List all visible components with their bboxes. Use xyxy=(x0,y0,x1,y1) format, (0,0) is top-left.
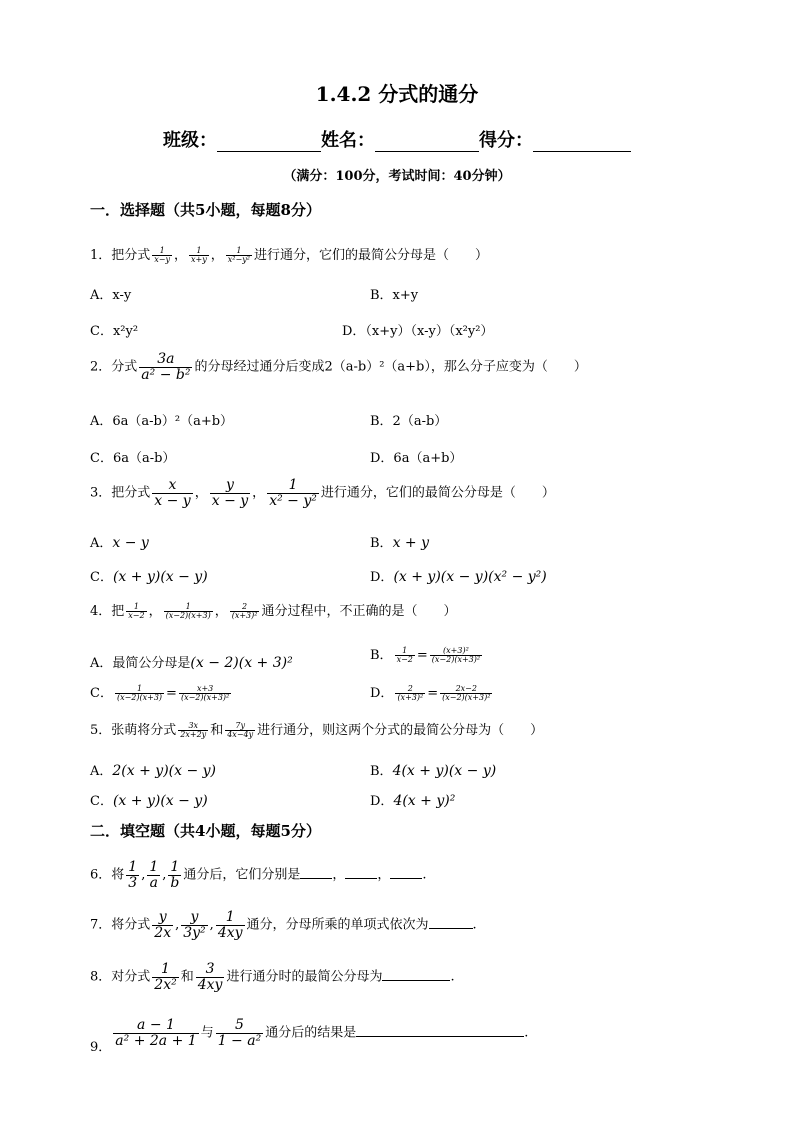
q1-fraction-3: $\frac{1}{\text{x²−y²}}$ xyxy=(227,245,250,264)
q4-option-d[interactable]: D． $\frac{2}{\text{(x+3)²}}$ = $\frac{2x-2}{\text{(x−2)(x+3)²}}$ xyxy=(370,683,491,702)
q6-fraction-3: $\frac{1}{b}$ xyxy=(170,859,180,891)
q8-fraction-1: $\frac{1}{\text{2x²}}$ xyxy=(154,961,177,993)
q6-fraction-2: $\frac{1}{a}$ xyxy=(149,859,159,891)
name-label: 姓名： xyxy=(321,130,375,151)
q6-blank-2[interactable] xyxy=(345,866,377,879)
q5-option-c[interactable]: C．(x + y)(x − y) xyxy=(90,793,208,809)
q8-blank[interactable] xyxy=(382,968,450,981)
q9-blank[interactable] xyxy=(356,1024,524,1037)
q1-option-d[interactable]: D．（x+y）（x-y）（x²y²） xyxy=(342,324,494,339)
q3-fraction-1: $\frac{x}{x - y}$ xyxy=(154,477,191,509)
q7-fraction-1: $\frac{y}{2x}$ xyxy=(154,909,172,941)
q4-fraction-1: $\frac{1}{x-2}$ xyxy=(128,601,145,620)
q6-fraction-1: $\frac{1}{3}$ xyxy=(128,859,138,891)
score-label: 得分： xyxy=(479,130,533,151)
question-5: 5．张萌将分式 $\frac{3x}{2x+2y}$ 和 $\frac{7y}{4x-4y}$ 进行通分，则这两个分式的最简公分母为（ ） xyxy=(90,720,544,739)
q5-fraction-2: $\frac{7y}{4x-4y}$ xyxy=(227,720,254,739)
q9-fraction-2: $\frac{5}{\text{1 − a²}}$ xyxy=(217,1017,262,1049)
q4-fraction-2: $\frac{1}{(x-2)(x+3)}$ xyxy=(165,601,211,620)
info-line xyxy=(163,126,631,152)
question-1: 1．把分式 $\frac{1}{x-y}$ ， $\frac{1}{x+y}$ ， $\frac{1}{\text{x²−y²}}$ 进行通分，它们的最简公分母是（ ） xyxy=(90,245,488,264)
q4-option-a[interactable]: A．最简公分母是(x − 2)(x + 3)² xyxy=(90,655,293,671)
q6-blank-1[interactable] xyxy=(300,866,332,879)
name-field[interactable] xyxy=(375,131,479,152)
question-2: 2．分式 $\frac{3a}{\text{a² − b²}}$ 的分母经过通分后变成2（a-b）²（a+b），那么分子应变为（ ） xyxy=(90,351,587,383)
q4-option-b[interactable]: B． $\frac{1}{x-2}$ = $\frac{\text{(x+3)²}}{\text{(x−2)(x+3)²}}$ xyxy=(370,645,481,664)
q8-fraction-2: $\frac{3}{4xy}$ xyxy=(197,961,223,993)
q9-fraction-1: $\frac{a - 1}{\text{a² + 2a + 1}}$ xyxy=(115,1017,197,1049)
q4-option-c[interactable]: C． $\frac{1}{(x-2)(x+3)}$ = $\frac{x+3}{\text{(x−2)(x+3)²}}$ xyxy=(90,683,230,702)
question-4: 4．把 $\frac{1}{x-2}$ ， $\frac{1}{(x-2)(x+3)}$ ， $\frac{2}{\text{(x+3)²}}$ 通分过程中，不正确的是（ ） xyxy=(90,601,457,620)
question-7: 7．将分式 $\frac{y}{2x}$ , $\frac{y}{\text{3y²}}$ , $\frac{1}{4xy}$ 通分，分母所乘的单项式依次为 . xyxy=(90,909,477,941)
q5-option-a[interactable]: A．2(x + y)(x − y) xyxy=(90,763,217,779)
q1-option-a[interactable]: A．x-y xyxy=(90,288,132,303)
q7-fraction-3: $\frac{1}{4xy}$ xyxy=(217,909,243,941)
page-title: 1.4.2 分式的通分 xyxy=(315,82,479,106)
exam-note: （满分：100分，考试时间：40分钟） xyxy=(283,169,511,184)
question-9: 9． $\frac{a - 1}{\text{a² + 2a + 1}}$ 与 $\frac{5}{\text{1 − a²}}$ 通分后的结果是 . xyxy=(90,1017,529,1055)
score-field[interactable] xyxy=(533,131,631,152)
q3-option-c[interactable]: C．(x + y)(x − y) xyxy=(90,569,208,585)
q3-option-d[interactable]: D．(x + y)(x − y)(x² − y²) xyxy=(370,569,547,585)
q2-option-d[interactable]: D．6a（a+b） xyxy=(370,451,463,466)
section-1-title: 一．选择题（共5小题，每题8分） xyxy=(90,201,321,219)
q5-fraction-1: $\frac{3x}{2x+2y}$ xyxy=(180,720,207,739)
q3-option-b[interactable]: B．x + y xyxy=(370,535,429,551)
q3-fraction-3: $\frac{1}{\text{x² − y²}}$ xyxy=(269,477,317,509)
q7-blank[interactable] xyxy=(429,916,473,929)
q5-option-b[interactable]: B．4(x + y)(x − y) xyxy=(370,763,497,779)
section-2-title: 二．填空题（共4小题，每题5分） xyxy=(90,822,321,840)
q2-option-a[interactable]: A．6a（a-b）²（a+b） xyxy=(90,414,234,429)
q3-option-a[interactable]: A．x − y xyxy=(90,535,149,551)
question-3: 3．把分式 $\frac{x}{x - y}$ ， $\frac{y}{x - y}$ ， $\frac{1}{\text{x² − y²}}$ 进行通分，它们的最简公分母是（ ） xyxy=(90,477,555,509)
q1-fraction-2: $\frac{1}{x+y}$ xyxy=(191,245,207,264)
q2-fraction: $\frac{3a}{\text{a² − b²}}$ xyxy=(141,351,191,383)
question-6: 6．将 $\frac{1}{3}$ , $\frac{1}{a}$ , $\frac{1}{b}$ 通分后，它们分别是 ， ， . xyxy=(90,859,427,891)
class-label: 班级： xyxy=(163,130,217,151)
q1-option-c[interactable]: C．x²y² xyxy=(90,324,139,339)
q6-blank-3[interactable] xyxy=(390,866,422,879)
q7-fraction-2: $\frac{y}{\text{3y²}}$ xyxy=(183,909,206,941)
question-8: 8．对分式 $\frac{1}{\text{2x²}}$ 和 $\frac{3}{4xy}$ 进行通分时的最简公分母为 . xyxy=(90,961,455,993)
q1-fraction-1: $\frac{1}{x-y}$ xyxy=(154,245,171,264)
class-field[interactable] xyxy=(217,131,321,152)
q1-option-b[interactable]: B．x+y xyxy=(370,288,419,303)
q2-option-b[interactable]: B．2（a-b） xyxy=(370,414,448,429)
q3-fraction-2: $\frac{y}{x - y}$ xyxy=(211,477,249,509)
q5-option-d[interactable]: D．4(x + y)² xyxy=(370,793,456,809)
q2-option-c[interactable]: C．6a（a-b） xyxy=(90,451,176,466)
q4-fraction-3: $\frac{2}{\text{(x+3)²}}$ xyxy=(231,601,258,620)
